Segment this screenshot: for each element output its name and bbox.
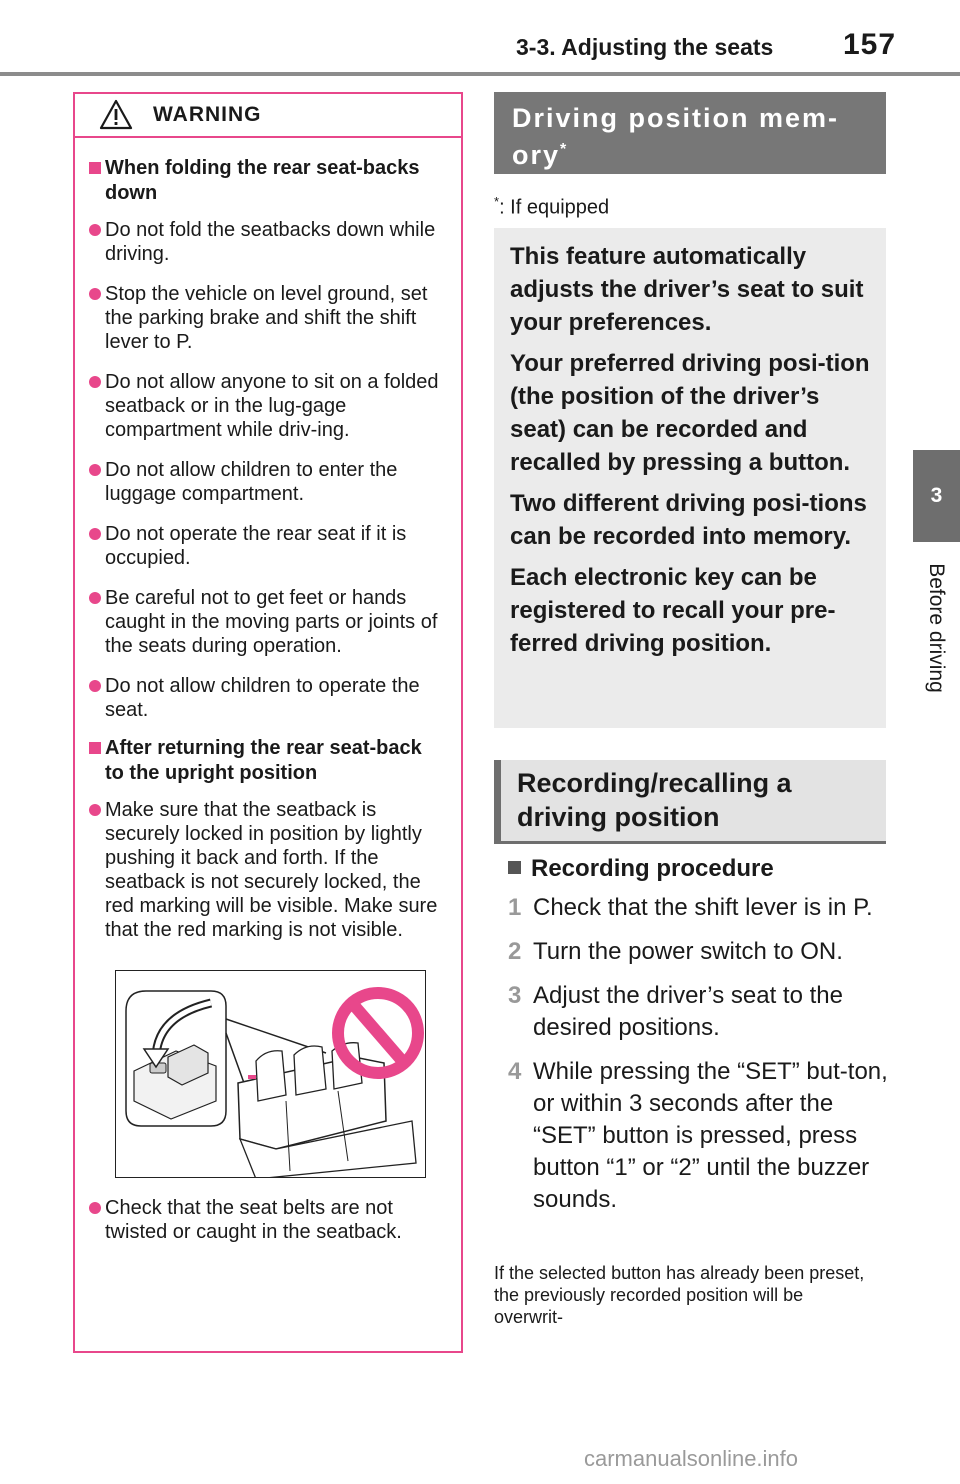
warning-item (89, 282, 445, 354)
footnote-text: : If equipped (499, 196, 610, 219)
chapter-label: Before driving (925, 563, 948, 693)
square-bullet-icon (508, 861, 521, 874)
dot-bullet-icon (89, 288, 101, 300)
dot-bullet-icon (89, 1202, 101, 1214)
warning-item-text: Check that the seat belts are not twisted or caught in the seatback. (105, 1197, 402, 1243)
memory-section-heading (494, 92, 886, 174)
feature-summary-box (494, 228, 886, 728)
dot-bullet-icon (89, 680, 101, 692)
square-bullet-icon (89, 742, 101, 754)
footnote (494, 194, 609, 220)
section-title: 3-3. Adjusting the seats (516, 34, 774, 60)
warning-item (89, 458, 445, 506)
warning-item-text: Stop the vehicle on level ground, set the parking brake and shift the shift lever to P. (105, 283, 428, 353)
footnote-mark: * (494, 194, 500, 209)
dot-bullet-icon (89, 464, 101, 476)
footnote-mark: * (560, 141, 569, 158)
dot-bullet-icon (89, 224, 101, 236)
procedure-heading-text: Recording procedure (531, 855, 774, 882)
step-text: Adjust the driver’s seat to the desired positions. (533, 982, 843, 1041)
chapter-number: 3 (930, 484, 943, 507)
square-bullet-icon (89, 162, 101, 174)
procedure-note: If the selected button has already been preset, the previously recorded position will be overwrit- (494, 1263, 865, 1327)
warning-item-text: Do not fold the seatbacks down while driving. (105, 219, 436, 265)
warning-item-text: Do not allow children to enter the luggage compartment. (105, 459, 398, 505)
warning-item (89, 522, 445, 570)
dot-bullet-icon (89, 376, 101, 388)
warning-item-text: Be careful not to get feet or hands caught in the moving parts or joints of the seats during operation. (105, 587, 438, 657)
warning-subheading (89, 736, 445, 786)
feature-paragraph: Your preferred driving posi-tion (the position of the driver’s seat) can be recorded and recalled by pressing a button. (510, 350, 870, 476)
feature-paragraph: This feature automatically adjusts the driver’s seat to suit your preferences. (510, 243, 864, 336)
procedure-step (508, 892, 888, 924)
step-number: 4 (508, 1058, 522, 1085)
step-text: While pressing the “SET” but-ton, or within 3 seconds after the “SET” button is pressed, press button “1” or “2” until the buzzer sounds. (533, 1058, 888, 1213)
procedure-steps (508, 892, 888, 1228)
step-number: 1 (508, 894, 522, 921)
warning-item-text: Do not allow anyone to sit on a folded seatback or in the lug-gage compartment while driv-ing. (105, 371, 439, 441)
rear-seat-illustration (116, 971, 426, 1178)
step-number: 2 (508, 938, 522, 965)
warning-item (89, 218, 445, 266)
warning-item (89, 674, 445, 722)
warning-subheading-text: After returning the rear seat-back to the upright position (105, 737, 422, 784)
procedure-step (508, 980, 888, 1044)
warning-title: WARNING (153, 103, 262, 126)
dot-bullet-icon (89, 528, 101, 540)
dot-bullet-icon (89, 804, 101, 816)
step-text: Turn the power switch to ON. (533, 938, 843, 965)
dot-bullet-icon (89, 592, 101, 604)
seatback-illustration (115, 970, 426, 1178)
warning-header (75, 94, 461, 138)
warning-box (73, 92, 463, 1353)
procedure-heading (508, 855, 774, 883)
step-number: 3 (508, 982, 522, 1009)
warning-item-text: Do not allow children to operate the seat. (105, 675, 420, 721)
recording-section-heading: Recording/recalling a driving position (494, 760, 886, 844)
warning-item (89, 370, 445, 442)
watermark: carmanualsonline.info (584, 1446, 799, 1471)
warning-item (89, 798, 445, 942)
warning-triangle-icon (99, 99, 133, 131)
procedure-step (508, 936, 888, 968)
warning-item-text: Make sure that the seatback is securely locked in position by lightly pushing it back and forth. If the seatback is not securely locked, the red marking will be visible. Make sure that the red marking is not visible. (105, 799, 438, 941)
header-divider (0, 72, 960, 76)
feature-paragraph: Each electronic key can be registered to recall your pre-ferred driving position. (510, 564, 836, 657)
chapter-tab (913, 450, 960, 542)
step-text: Check that the shift lever is in P. (533, 894, 873, 921)
procedure-step (508, 1056, 888, 1216)
warning-item-text: Do not operate the rear seat if it is occupied. (105, 523, 407, 569)
warning-item (89, 586, 445, 658)
feature-paragraph: Two different driving posi-tions can be recorded into memory. (510, 490, 867, 550)
memory-heading-text: Driving position mem-ory (512, 103, 840, 170)
warning-item (89, 1196, 445, 1244)
page-number: 157 (843, 28, 897, 61)
warning-body (75, 138, 461, 1244)
warning-subheading (89, 156, 445, 206)
warning-subheading-text: When folding the rear seat-backs down (105, 157, 420, 204)
